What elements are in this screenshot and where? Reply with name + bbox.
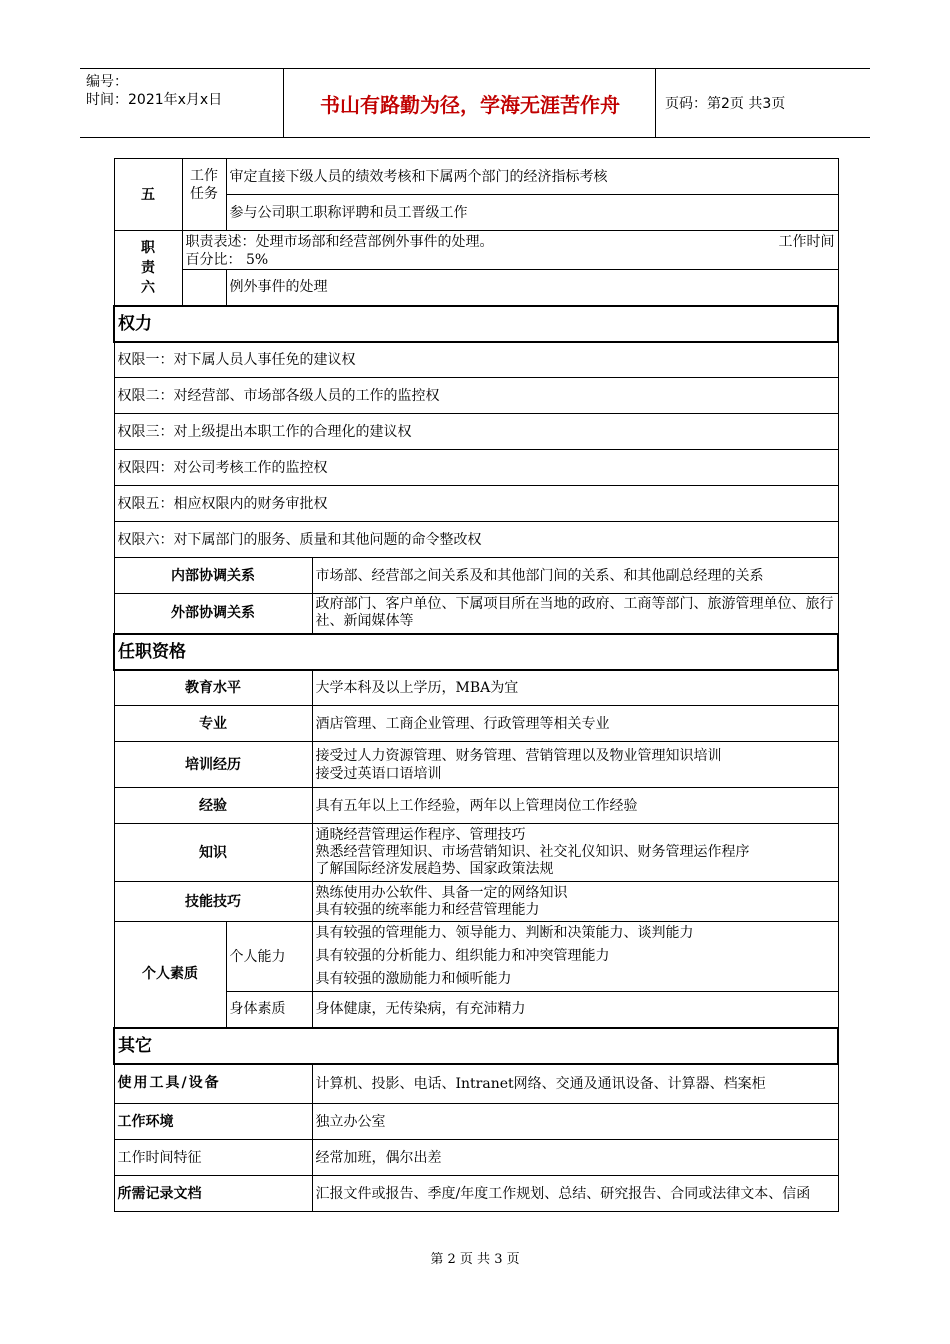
skills-line: 具有较强的统率能力和经营管理能力: [315, 901, 540, 918]
skills-value: [312, 882, 838, 922]
knowledge-line: 了解国际经济发展趋势、国家政策法规: [315, 861, 554, 877]
duty6-desc-text: 职责表述：处理市场部和经营部例外事件的处理。: [185, 234, 494, 250]
header-meta: [86, 73, 286, 109]
records-value: 汇报文件或报告、季度/年度工作规划、总结、研究报告、合同或法律文本、信函: [312, 1176, 838, 1212]
duty6-task: 例外事件的处理: [226, 270, 838, 306]
knowledge-line: 熟悉经营管理知识、市场营销知识、社交礼仪知识、财务管理运作程序: [315, 844, 750, 860]
major-value: 酒店管理、工商企业管理、行政管理等相关专业: [312, 706, 838, 742]
other-title: 其它: [114, 1028, 838, 1064]
physical-label: 身体素质: [226, 992, 312, 1028]
major-label: 专业: [114, 706, 312, 742]
duty6-time-label: 工作时间: [778, 234, 835, 250]
duty5-index: 五: [114, 159, 182, 231]
ability-value: [312, 922, 838, 992]
experience-value: 具有五年以上工作经验，两年以上管理岗位工作经验: [312, 788, 838, 824]
tools-value: 计算机、投影、电话、Intranet网络、交通及通讯设备、计算器、档案柜: [312, 1064, 838, 1104]
work-time-value: 经常加班，偶尔出差: [312, 1140, 838, 1176]
duty6-index: 职责六: [114, 231, 182, 306]
education-label: 教育水平: [114, 670, 312, 706]
authority-title: 权力: [114, 306, 838, 342]
page-number: 页码：第2页 共3页: [665, 96, 786, 112]
records-label: 所需记录文档: [114, 1176, 312, 1212]
authority-item: 权限二：对经营部、市场部各级人员的工作的监控权: [114, 378, 838, 414]
experience-label: 经验: [114, 788, 312, 824]
authority-item: 权限六：对下属部门的服务、质量和其他问题的命令整改权: [114, 522, 838, 558]
duty6-description: [182, 231, 838, 270]
page-header: [80, 68, 870, 138]
authority-item: 权限五：相应权限内的财务审批权: [114, 486, 838, 522]
qualification-title: 任职资格: [114, 634, 838, 670]
duty6-spacer: [182, 270, 226, 306]
education-value: 大学本科及以上学历，MBA为宜: [312, 670, 838, 706]
environment-label: 工作环境: [114, 1104, 312, 1140]
ability-line: 具有较强的管理能力、领导能力、判断和决策能力、谈判能力: [315, 925, 694, 941]
environment-value: 独立办公室: [312, 1104, 838, 1140]
page-footer: 第 2 页 共 3 页: [430, 1252, 520, 1267]
ability-label: 个人能力: [226, 922, 312, 992]
knowledge-label: 知识: [114, 824, 312, 882]
training-value: [312, 742, 838, 788]
ability-line: 具有较强的激励能力和倾听能力: [315, 971, 512, 987]
training-line: 接受过人力资源管理、财务管理、营销管理以及物业管理知识培训: [315, 747, 722, 764]
training-label: 培训经历: [114, 742, 312, 788]
knowledge-line: 通晓经营管理运作程序、管理技巧: [315, 827, 526, 843]
tools-label: 使用工具/设备: [114, 1064, 312, 1104]
date-label: 时间：2021年x月x日: [86, 92, 223, 108]
duty5-task-1: 审定直接下级人员的绩效考核和下属两个部门的经济指标考核: [226, 159, 838, 195]
duty6-percent: 百分比： 5%: [185, 252, 269, 268]
work-time-label: 工作时间特征: [114, 1140, 312, 1176]
job-description-table: [113, 158, 839, 1212]
ability-line: 具有较强的分析能力、组织能力和冲突管理能力: [315, 948, 610, 964]
header-divider: [655, 69, 656, 137]
internal-coordination-value: 市场部、经营部之间关系及和其他部门间的关系、和其他副总经理的关系: [312, 558, 838, 594]
personal-quality-label: 个人素质: [114, 922, 226, 1028]
duty5-task-2: 参与公司职工职称评聘和员工晋级工作: [226, 195, 838, 231]
authority-item: 权限四：对公司考核工作的监控权: [114, 450, 838, 486]
training-line: 接受过英语口语培训: [315, 765, 442, 782]
number-label: 编号：: [86, 74, 128, 90]
skills-label: 技能技巧: [114, 882, 312, 922]
duty5-task-label: 工作任务: [182, 159, 226, 231]
knowledge-value: [312, 824, 838, 882]
internal-coordination-label: 内部协调关系: [114, 558, 312, 594]
skills-line: 熟练使用办公软件、具备一定的网络知识: [315, 884, 568, 901]
authority-item: 权限一：对下属人员人事任免的建议权: [114, 342, 838, 378]
authority-item: 权限三：对上级提出本职工作的合理化的建议权: [114, 414, 838, 450]
external-coordination-label: 外部协调关系: [114, 594, 312, 634]
physical-value: 身体健康，无传染病，有充沛精力: [312, 992, 838, 1028]
external-coordination-value: 政府部门、客户单位、下属项目所在当地的政府、工商等部门、旅游管理单位、旅行社、新闻媒体等: [312, 594, 838, 634]
header-motto: 书山有路勤为径，学海无涯苦作舟: [320, 92, 620, 117]
header-divider: [283, 69, 284, 137]
